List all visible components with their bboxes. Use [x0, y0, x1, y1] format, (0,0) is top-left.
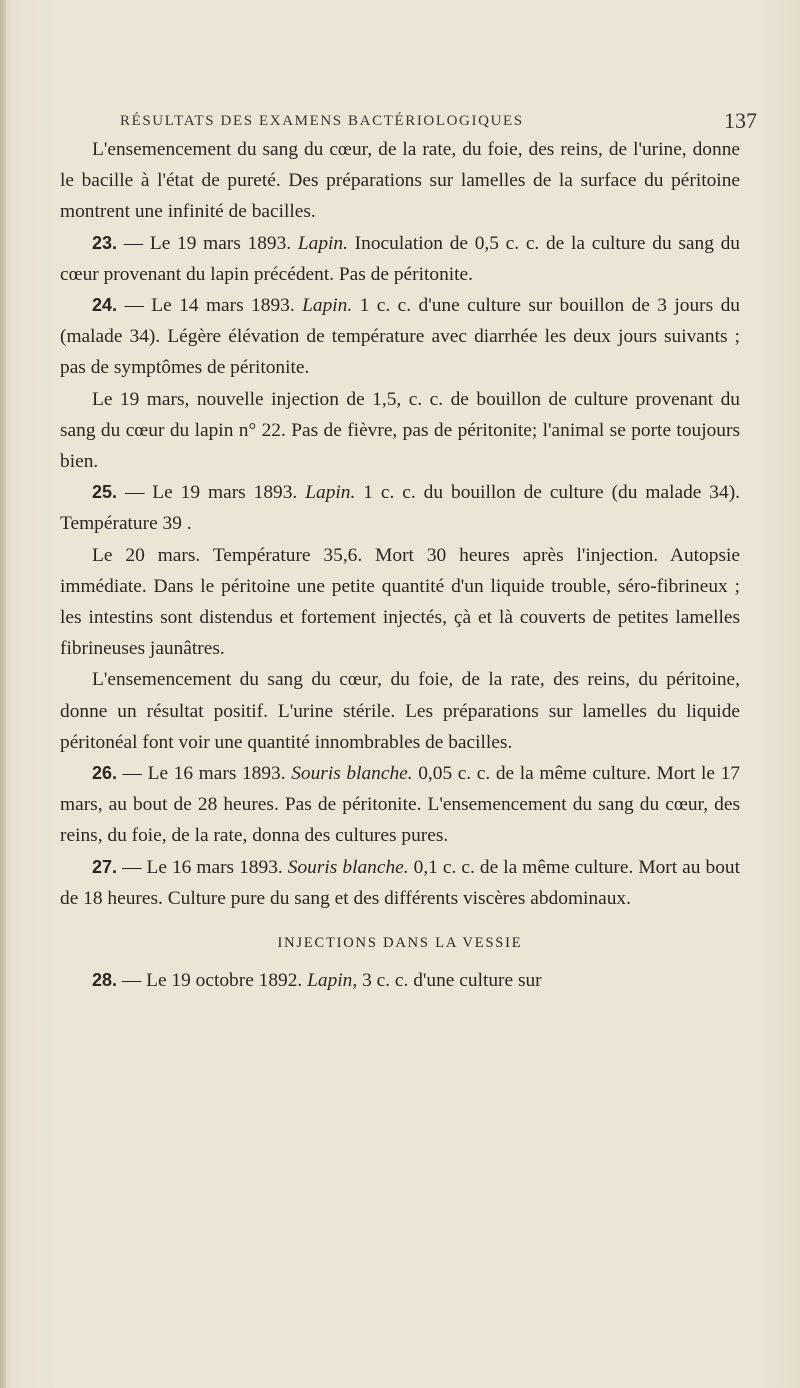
entry-date: — Le 14 mars 1893. [117, 295, 303, 317]
entry-animal: Souris blanche. [291, 763, 413, 785]
running-header: RÉSULTATS DES EXAMENS BACTÉRIOLOGIQUES [120, 113, 524, 129]
entry-number: 27. [92, 856, 118, 877]
entry-date: — Le 16 mars 1893. [117, 856, 288, 878]
entry-28 [60, 965, 740, 996]
entry-date: — Le 19 mars 1893. [117, 482, 306, 504]
entry-text: 0,05 c. c. de la même culture. Mort le 17 mars, au bout de 28 heures. Pas de péritonite. L'ensemencement du sang du cœur, des reins, du foie, de la rate, donna des cultures pures. [60, 763, 740, 847]
entry-23 [60, 228, 740, 290]
entry-number: 23. [92, 232, 118, 253]
entry-date: — Le 19 octobre 1892. [117, 970, 308, 992]
entry-number: 25. [92, 482, 118, 503]
entry-animal: Lapin. [302, 295, 353, 317]
entry-text: 3 c. c. d'une culture sur [357, 970, 542, 992]
section-title: INJECTIONS DANS LA VESSIE [277, 935, 523, 952]
entry-text: 1 c. c. du bouillon de culture (du malade 34). Température 39 . [60, 482, 741, 535]
entry-24 [60, 290, 740, 384]
page-number: 137 [724, 108, 757, 133]
paragraph-continuation: L'ensemencement du sang du cœur, de la rate, du foie, des reins, de l'urine, donne le bacille à l'état de pureté. Des préparations sur lamelles de la surface du péritoine montrent une infinité de bacilles. [60, 139, 740, 223]
entry-date: — Le 16 mars 1893. [117, 763, 292, 785]
entry-animal: Lapin. [297, 232, 348, 254]
entry-text: 0,1 c. c. de la même culture. Mort au bout de 18 heures. Culture pure du sang et des différents viscères abdominaux. [60, 856, 740, 909]
entry-24-followup: Le 19 mars, nouvelle injection de 1,5, c. c. de bouillon de culture provenant du sang du cœur du lapin n° 22. Pas de fièvre, pas de péritonite; l'animal se porte toujours bien. [60, 388, 740, 473]
entry-animal: Souris blanche. [287, 856, 409, 878]
body-text [60, 134, 740, 996]
entry-25-results: L'ensemencement du sang du cœur, du foie, de la rate, des reins, du péritoine, donne un résultat positif. L'urine stérile. Les préparations sur lamelles du liquide péritonéal font voir une quantité innombrables de bacilles. [60, 669, 740, 753]
entry-text: Inoculation de 0,5 c. c. de la culture du sang du cœur provenant du lapin précédent. Pas de péritonite. [60, 232, 740, 285]
entry-animal: Lapin, [307, 970, 358, 992]
entry-number: 26. [92, 763, 118, 784]
entry-animal: Lapin. [305, 482, 356, 504]
entry-25-followup: Le 20 mars. Température 35,6. Mort 30 heures après l'injection. Autopsie immédiate. Dans le péritoine une petite quantité d'un liquide trouble, séro-fibrineux ; les intestins sont distendus et fortement injectés, çà et là couverts de petites lamelles fibrineuses jaunâtres. [60, 544, 740, 660]
book-spine-shadow [0, 0, 6, 1388]
entry-26 [60, 758, 740, 852]
entry-25 [60, 477, 740, 539]
entry-date: — Le 19 mars 1893. [117, 232, 298, 254]
entry-text: 1 c. c. d'une culture sur bouillon de 3 jours du (malade 34). Légère élévation de température avec diarrhée les deux jours suivants ; pas de symptômes de péritonite. [60, 295, 740, 379]
entry-number: 28. [92, 970, 118, 991]
entry-number: 24. [92, 295, 118, 316]
entry-27 [60, 852, 740, 914]
